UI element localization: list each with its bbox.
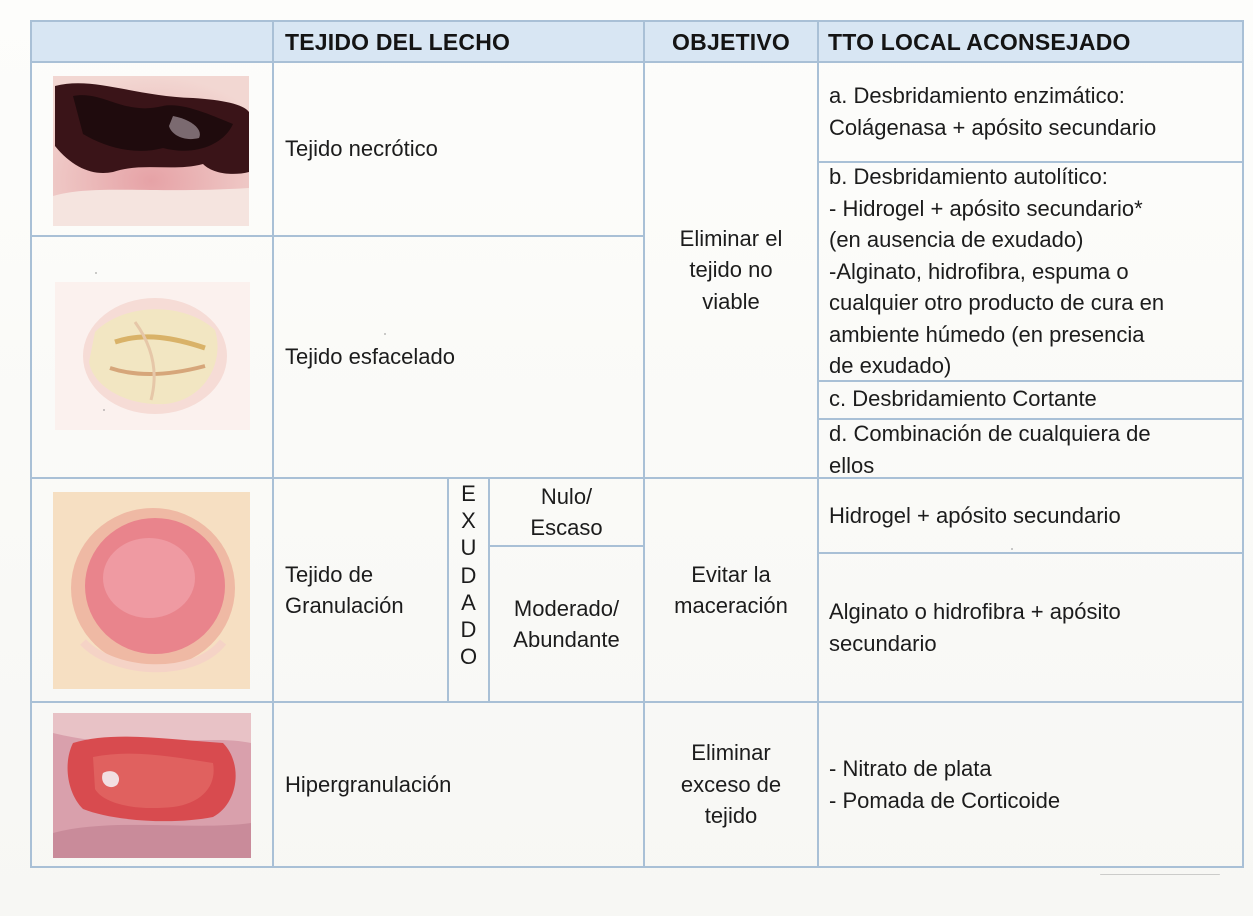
col-divider-photo <box>272 20 274 868</box>
treatment-c <box>829 383 1239 417</box>
treatment-line: Alginato o hidrofibra + apósito <box>829 599 1121 624</box>
treatment-line: (en ausencia de exudado) <box>829 227 1084 252</box>
treatment-line: d. Combinación de cualquiera de <box>829 421 1151 446</box>
exudate-letter: D <box>460 562 477 588</box>
treatment-line: - Pomada de Corticoide <box>829 787 1061 813</box>
exudate-high-line: Moderado/ <box>513 595 620 621</box>
objective-line: exceso de <box>680 771 782 797</box>
treatment-line: b. Desbridamiento autolítico: <box>829 164 1108 189</box>
treatment-granulation-high <box>829 554 1239 701</box>
scan-speck <box>384 333 386 335</box>
objective-line: viable <box>702 288 760 314</box>
exudate-letter: E <box>461 481 476 506</box>
header-tissue: TEJIDO DEL LECHO <box>285 28 511 55</box>
col-divider-objective <box>817 20 819 868</box>
tissue-granulation-line: Granulación <box>285 593 404 618</box>
treatment-line: ellos <box>829 452 875 478</box>
treatment-a <box>829 80 1239 160</box>
objective-hypergranulation <box>645 703 817 866</box>
table-bottom-border <box>30 866 1243 868</box>
wound-photo-hypergranulation-icon <box>53 713 251 858</box>
objective-line: Eliminar <box>691 740 771 766</box>
objective-line: Eliminar el <box>679 225 783 251</box>
treatment-hypergranulation <box>829 703 1239 866</box>
exudate-high <box>490 547 643 701</box>
objective-granulation <box>645 479 817 701</box>
exudate-low-line: Escaso <box>530 515 603 540</box>
treatment-line: secundario <box>829 630 937 656</box>
exudate-letter: O <box>459 644 478 670</box>
exudate-low <box>490 479 643 545</box>
treatment-line: - Nitrato de plata <box>829 756 992 781</box>
tissue-sloughy: Tejido esfacelado <box>285 344 456 370</box>
objective-nonviable <box>645 63 817 477</box>
treatment-line: cualquier otro producto de cura en <box>829 290 1165 315</box>
objective-line: tejido <box>704 803 758 829</box>
objective-line: tejido no <box>689 257 773 283</box>
exudate-letter: X <box>461 508 476 534</box>
wound-photo-granulation-icon <box>53 492 250 689</box>
exudate-letter: D <box>460 617 477 643</box>
treatment-line: ambiente húmedo (en presencia <box>829 321 1145 347</box>
scan-speck <box>103 409 105 411</box>
wound-photo-necrotic-icon <box>53 76 249 226</box>
tissue-granulation-line: Tejido de <box>285 561 374 587</box>
wound-photo-sloughy-icon <box>55 282 250 430</box>
scan-speck <box>1011 548 1013 550</box>
exudate-letter: U <box>460 535 477 561</box>
table-right-border <box>1242 20 1244 868</box>
treatment-line: Colágenasa + apósito secundario <box>829 114 1157 140</box>
tissue-necrotic: Tejido necrótico <box>285 136 438 162</box>
scan-speck <box>95 272 97 274</box>
tissue-granulation <box>285 479 447 701</box>
objective-line: Evitar la <box>691 561 771 587</box>
treatment-d <box>829 418 1239 478</box>
exudate-vertical-label <box>449 480 488 700</box>
treatment-line: de exudado) <box>829 353 952 378</box>
table-left-border <box>30 20 32 868</box>
header-treatment: TTO LOCAL ACONSEJADO <box>828 28 1131 55</box>
treatment-granulation-low: Hidrogel + apósito secundario <box>829 502 1121 528</box>
treatment-line: - Hidrogel + apósito secundario* <box>829 195 1143 221</box>
objective-line: maceración <box>674 593 788 618</box>
tissue-hypergranulation: Hipergranulación <box>285 771 452 797</box>
scan-smudge <box>1100 874 1220 875</box>
treatment-line: c. Desbridamiento Cortante <box>829 386 1097 411</box>
treatment-line: a. Desbridamiento enzimático: <box>829 83 1125 108</box>
treatment-b <box>829 161 1239 380</box>
exudate-low-line: Nulo/ <box>540 483 593 509</box>
header-objective: OBJETIVO <box>672 28 790 55</box>
exudate-high-line: Abundante <box>513 627 620 652</box>
exudate-letter: A <box>461 589 476 615</box>
treatment-line: -Alginato, hidrofibra, espuma o <box>829 258 1129 284</box>
